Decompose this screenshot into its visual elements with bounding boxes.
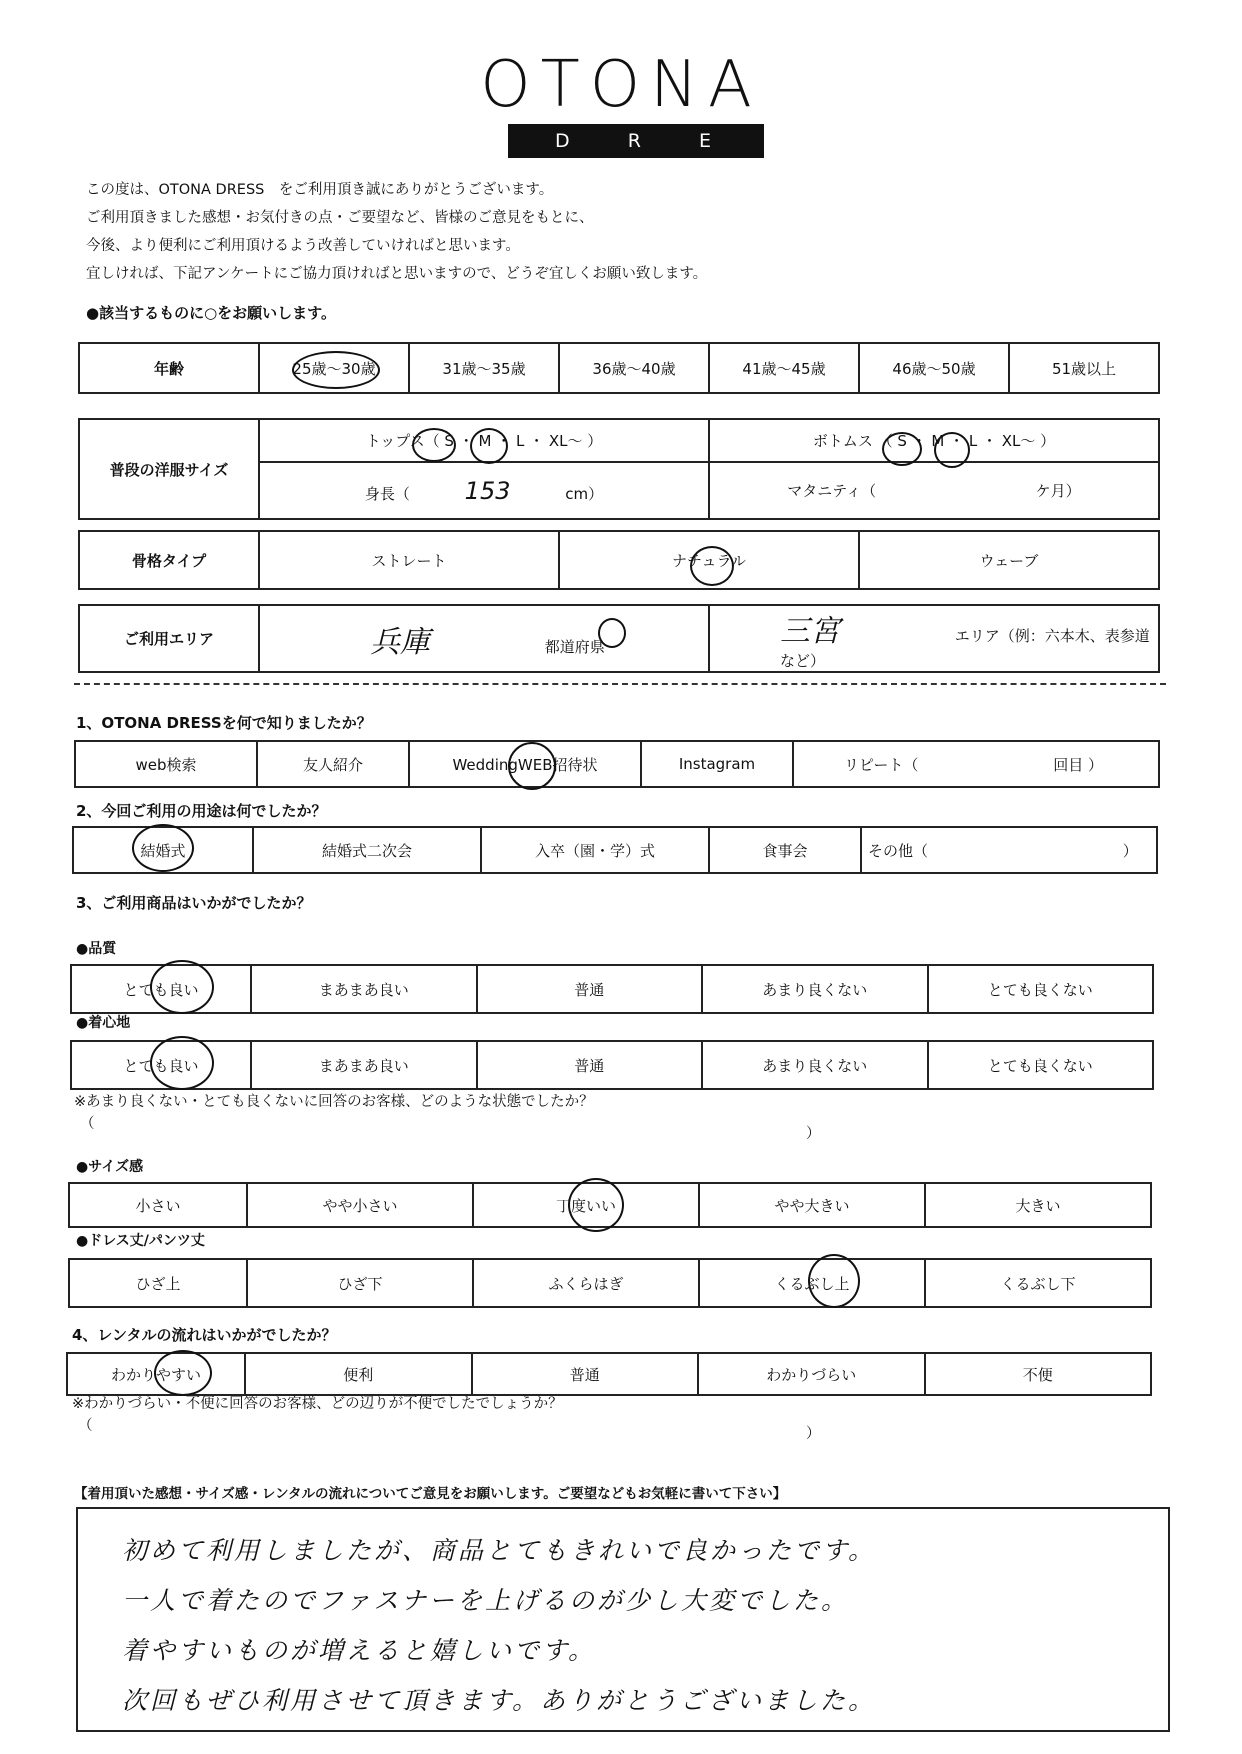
selection-circle [150, 1036, 214, 1090]
intro-line: この度は、OTONA DRESS をご利用頂き誠にありがとうございます。 [86, 182, 554, 198]
selection-circle [882, 432, 922, 466]
comment-line: 次回もぜひ利用させて頂きます。ありがとうございました。 [122, 1686, 877, 1715]
intro-line: ご利用頂きました感想・お気付きの点・ご要望など、皆様のご意見をもとに、 [86, 210, 594, 226]
comfort-note: ※あまり良くない・とても良くないに回答のお客様、どのような状態でしたか？ [74, 1094, 594, 1110]
length-table [68, 1258, 1152, 1308]
intro-line: 宜しければ、下記アンケートにご協力頂ければと思いますので、どうぞ宜しくお願い致します。 [86, 266, 708, 282]
size-label: 普段の洋服サイズ [79, 419, 259, 519]
comment-box[interactable] [76, 1507, 1170, 1732]
divider [74, 683, 1166, 685]
selection-circle [598, 618, 626, 648]
fit-option[interactable]: 小さい [69, 1183, 247, 1227]
q2-table [72, 826, 1158, 874]
height-label: 身長（ [364, 484, 410, 503]
q1-repeat-option[interactable] [793, 741, 1159, 787]
selection-circle [292, 351, 380, 389]
area-field[interactable] [709, 605, 1159, 672]
selection-circle [934, 432, 970, 468]
q2-option[interactable]: 食事会 [709, 827, 861, 873]
prefecture-value: 兵庫 [370, 624, 430, 660]
selection-circle [568, 1178, 624, 1232]
comfort-label: ●着心地 [76, 1015, 131, 1031]
selection-circle [150, 960, 214, 1014]
age-option[interactable]: 51歳以上 [1009, 343, 1159, 393]
selection-circle [132, 824, 194, 872]
q4-table [66, 1352, 1152, 1396]
comfort-option[interactable]: とても良い [71, 1041, 251, 1089]
q1-repeat-unit: 回目 ） [1053, 755, 1103, 774]
selection-circle [412, 428, 456, 462]
selection-circle [690, 546, 734, 586]
q2-other-label: その他（ [868, 841, 929, 860]
length-option[interactable]: ふくらはぎ [473, 1259, 699, 1307]
fit-label: ●サイズ感 [76, 1159, 144, 1175]
maternity-unit: ケ月） [1035, 482, 1081, 501]
q1-option[interactable]: 友人紹介 [257, 741, 409, 787]
q2-option[interactable]: 結婚式 [73, 827, 253, 873]
comment-line: 初めて利用しましたが、商品とてもきれいで良かったです。 [122, 1536, 877, 1565]
age-label: 年齢 [79, 343, 259, 393]
body-type-label: 骨格タイプ [79, 531, 259, 589]
area-value: 三宮 [780, 614, 840, 649]
q4-option[interactable]: わかりやすい [67, 1353, 245, 1395]
quality-option[interactable]: まあまあ良い [251, 965, 477, 1013]
area-label: ご利用エリア [79, 605, 259, 672]
length-label: ●ドレス丈/パンツ丈 [76, 1233, 205, 1249]
prefecture-field[interactable] [259, 605, 709, 672]
body-type-option[interactable]: ナチュラル [559, 531, 859, 589]
q2-other-close: ） [1122, 841, 1138, 860]
tops-size-option[interactable]: トップス（ S ・ M ・ L ・ XL～ ） [259, 419, 709, 462]
height-field[interactable] [259, 462, 709, 519]
age-option[interactable]: 36歳～40歳 [559, 343, 709, 393]
logo-subtitle: D R E S S [508, 124, 764, 158]
selection-circle [808, 1254, 860, 1308]
maternity-field[interactable] [709, 462, 1159, 519]
comfort-note-open: （ [80, 1116, 95, 1132]
quality-option[interactable]: とても良くない [928, 965, 1154, 1013]
selection-circle [508, 742, 556, 790]
age-option[interactable]: 31歳～35歳 [409, 343, 559, 393]
body-type-option[interactable]: ストレート [259, 531, 559, 589]
intro-line: 今後、より便利にご利用頂けるよう改善していければと思います。 [86, 238, 520, 254]
length-option[interactable]: くるぶし上 [699, 1259, 925, 1307]
fit-option[interactable]: やや小さい [247, 1183, 473, 1227]
age-option[interactable]: 46歳～50歳 [859, 343, 1009, 393]
intro-text [86, 176, 707, 288]
quality-option[interactable]: とても良い [71, 965, 251, 1013]
comfort-option[interactable]: 普通 [477, 1041, 703, 1089]
height-unit: cm） [565, 484, 604, 503]
q4-note: ※わかりづらい・不便に回答のお客様、どの辺りが不便でしたでしょうか？ [72, 1396, 563, 1412]
size-table [78, 418, 1160, 520]
maternity-label: マタニティ（ [787, 482, 877, 501]
quality-table [70, 964, 1154, 1014]
body-type-option[interactable]: ウェーブ [859, 531, 1159, 589]
q4-option[interactable]: 不便 [925, 1353, 1152, 1395]
q2-option[interactable]: 入卒（園・学）式 [481, 827, 709, 873]
prefecture-label: 都道府県 [544, 637, 605, 656]
q1-title: 1、OTONA DRESSを何で知りましたか？ [76, 714, 372, 732]
fit-option[interactable]: 大きい [925, 1183, 1151, 1227]
q1-option[interactable]: WeddingWEB招待状 [409, 741, 641, 787]
fit-option[interactable]: やや大きい [699, 1183, 925, 1227]
q1-option[interactable]: Instagram [641, 741, 793, 787]
length-option[interactable]: ひざ上 [69, 1259, 247, 1307]
comment-line: 一人で着たのでファスナーを上げるのが少し大変でした。 [122, 1586, 850, 1615]
q2-other-option[interactable] [861, 827, 1157, 873]
comfort-option[interactable]: まあまあ良い [251, 1041, 477, 1089]
q4-note-open: （ [78, 1418, 93, 1434]
quality-label: ●品質 [76, 941, 117, 957]
q4-option[interactable]: わかりづらい [698, 1353, 925, 1395]
length-option[interactable]: くるぶし下 [925, 1259, 1151, 1307]
comment-line: 着やすいものが増えると嬉しいです。 [122, 1636, 597, 1665]
bottoms-size-option[interactable]: ボトムス （ S ・ M ・ L ・ XL～ ） [709, 419, 1159, 462]
q3-title: 3、ご利用商品はいかがでしたか？ [76, 894, 312, 912]
quality-option[interactable]: 普通 [477, 965, 703, 1013]
q4-title: 4、レンタルの流れはいかがでしたか？ [72, 1326, 337, 1344]
comment-title: 【着用頂いた感想・サイズ感・レンタルの流れについてご意見をお願いします。ご要望などもお気軽に書いて下さい】 [74, 1486, 787, 1502]
q4-option[interactable]: 便利 [245, 1353, 472, 1395]
circle-instruction: ●該当するものに○をお願いします。 [86, 304, 336, 322]
q4-option[interactable]: 普通 [472, 1353, 699, 1395]
q2-option[interactable]: 結婚式二次会 [253, 827, 481, 873]
comfort-option[interactable]: あまり良くない [702, 1041, 928, 1089]
q2-title: 2、今回ご利用の用途は何でしたか？ [76, 802, 327, 820]
quality-option[interactable]: あまり良くない [702, 965, 928, 1013]
age-table [78, 342, 1160, 394]
logo-title: OTONA [480, 48, 762, 122]
q4-note-close: ） [806, 1426, 821, 1442]
selection-circle [154, 1350, 212, 1396]
q1-repeat-label: リピート（ [844, 755, 919, 774]
q1-option[interactable]: web検索 [75, 741, 257, 787]
q1-table [74, 740, 1160, 788]
selection-circle [470, 428, 508, 464]
body-type-table [78, 530, 1160, 590]
height-value: 153 [464, 476, 511, 505]
area-example-label: エリア（例：六本木、表参道など） [780, 627, 1150, 670]
age-option[interactable]: 25歳～30歳 [259, 343, 409, 393]
comfort-table [70, 1040, 1154, 1090]
comfort-option[interactable]: とても良くない [928, 1041, 1154, 1089]
comfort-note-close: ） [806, 1126, 821, 1142]
length-option[interactable]: ひざ下 [247, 1259, 473, 1307]
age-option[interactable]: 41歳～45歳 [709, 343, 859, 393]
fit-option[interactable]: 丁度いい [473, 1183, 699, 1227]
